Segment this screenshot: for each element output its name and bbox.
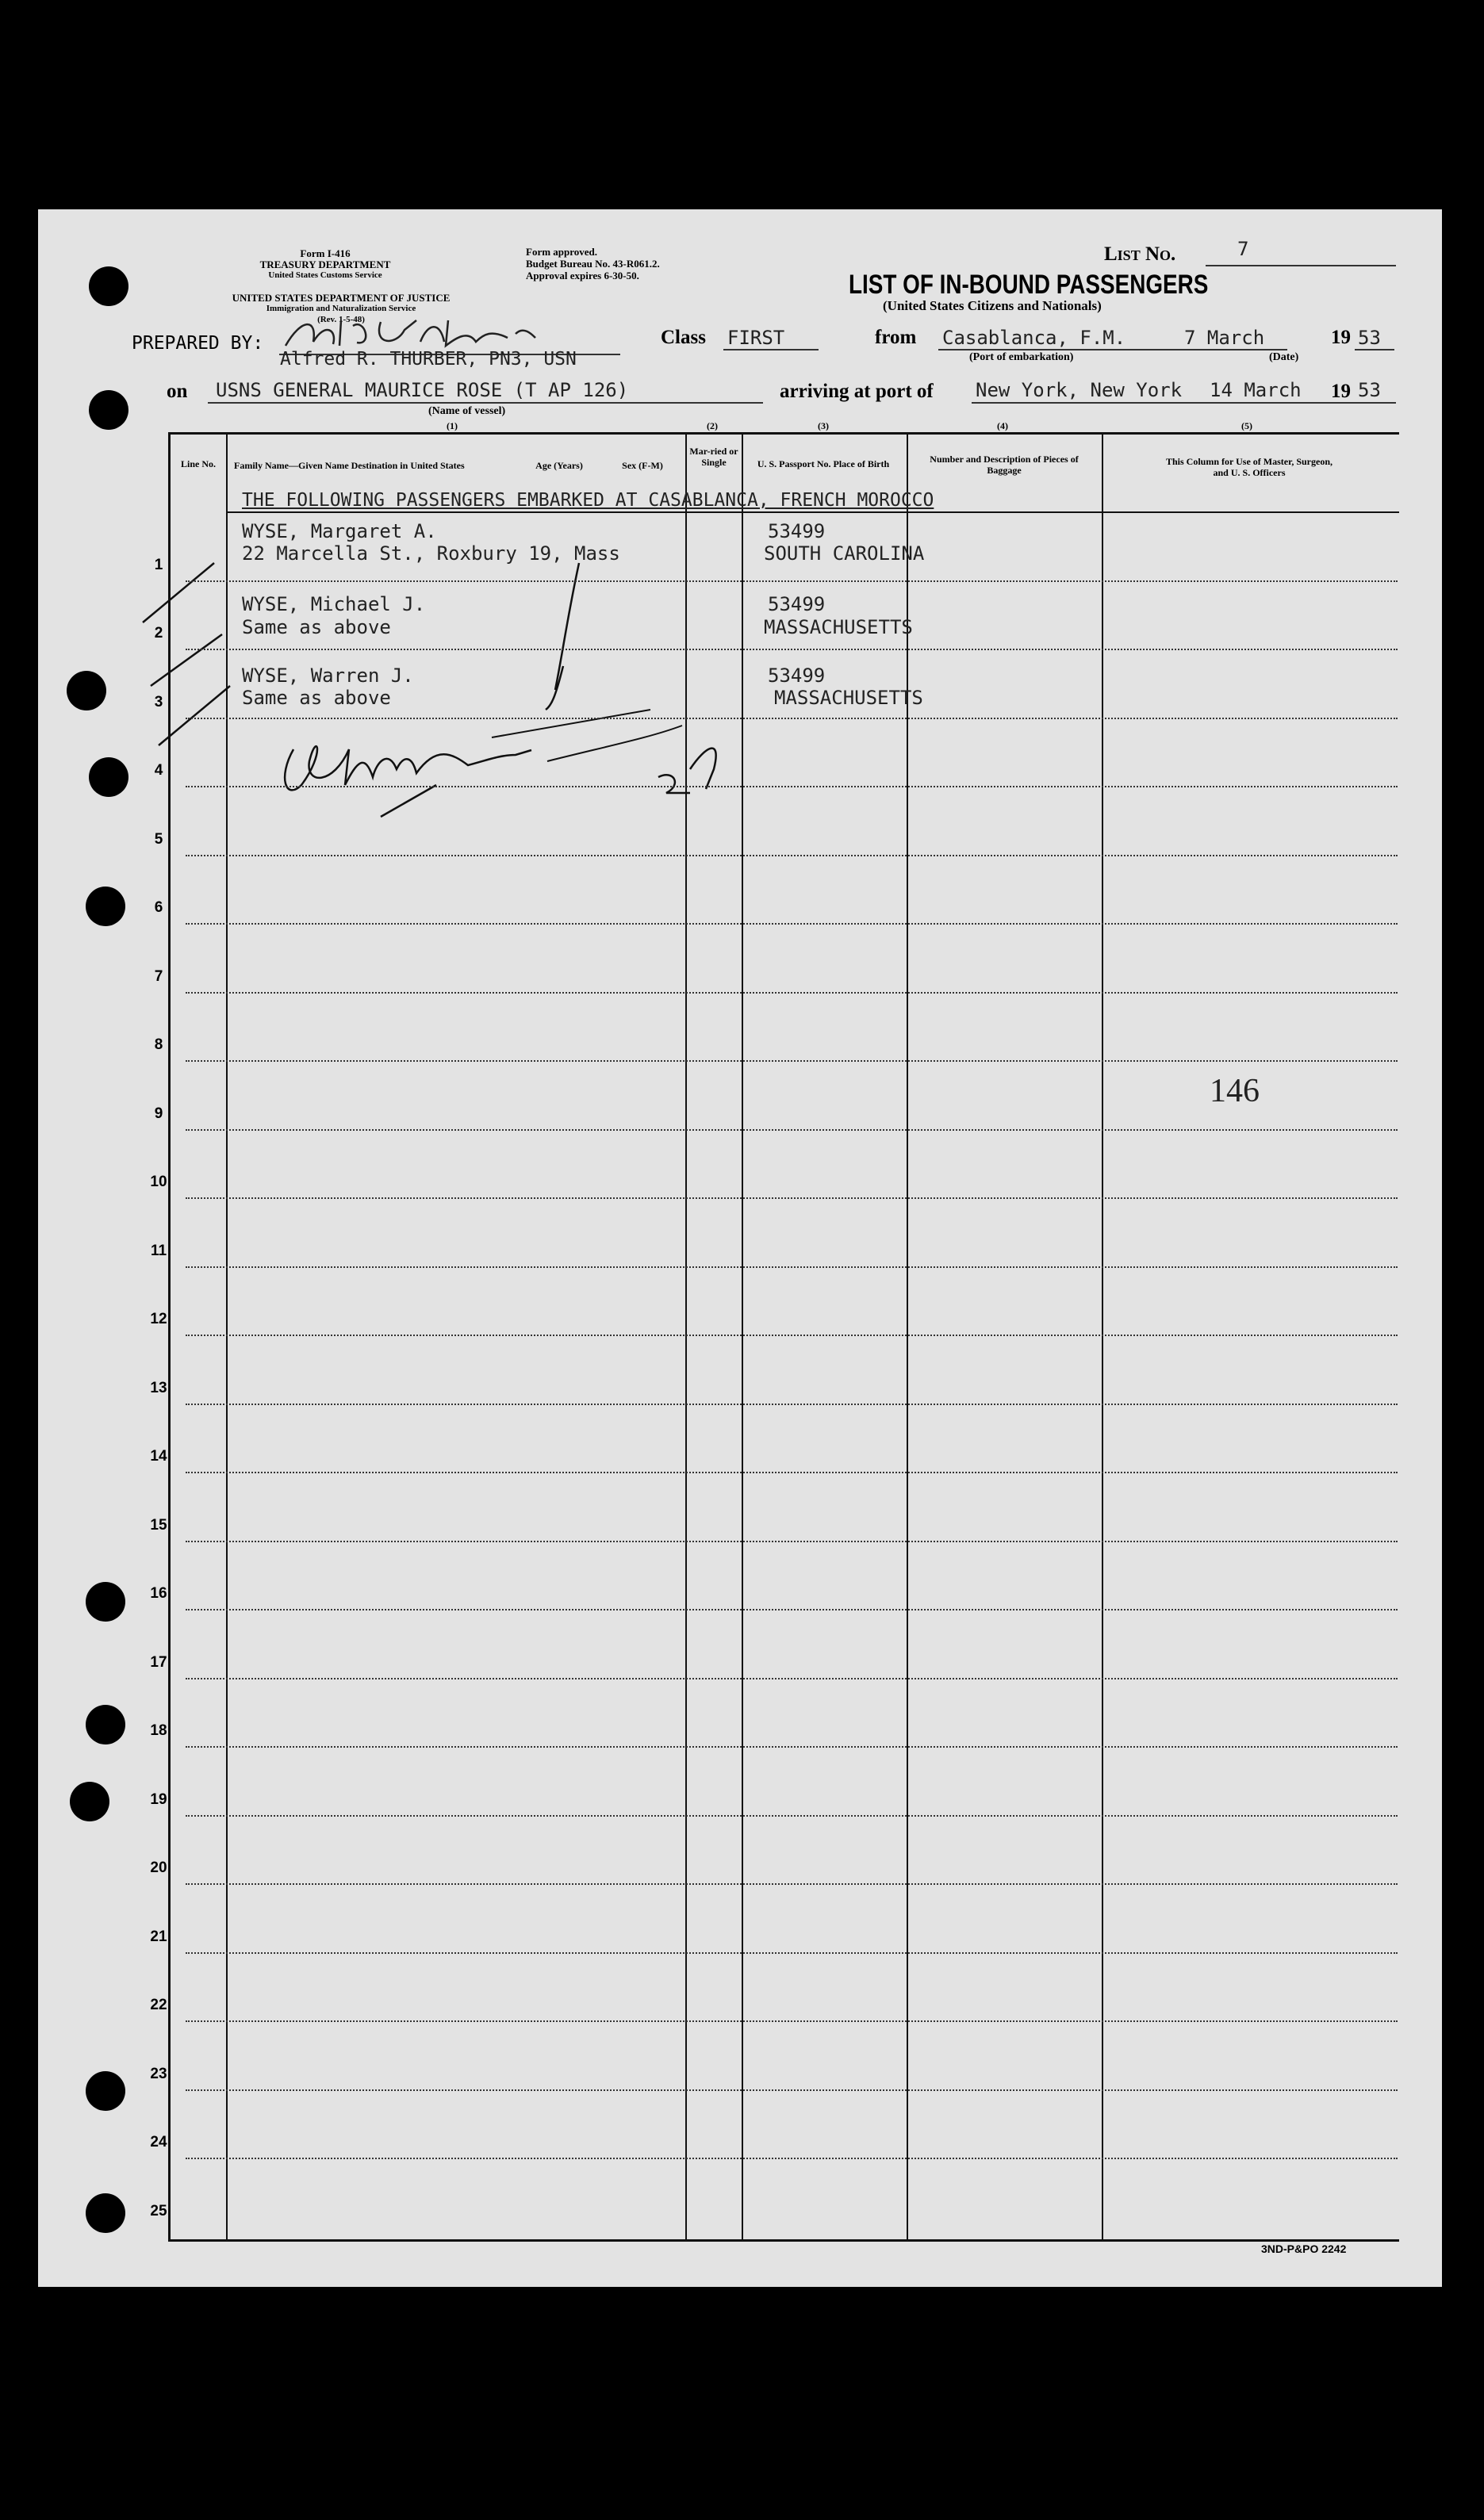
row-number: 23	[150, 2065, 167, 2082]
col-header-sex: Sex (F-M)	[622, 460, 663, 471]
row-number: 13	[150, 1379, 167, 1396]
row-divider	[186, 1266, 1398, 1268]
preparer-name: Alfred R. THURBER, PN3, USN	[280, 349, 577, 370]
row-divider	[186, 1815, 1398, 1817]
row-number: 16	[150, 1585, 167, 1602]
passenger-1-passport: 53499	[768, 520, 826, 542]
arriving-label: arriving at port of	[780, 381, 934, 402]
row-number: 5	[154, 830, 163, 848]
row-number: 8	[154, 1036, 163, 1053]
punch-hole	[89, 266, 128, 306]
row-number: 15	[150, 1516, 167, 1534]
passenger-1-destination: 22 Marcella St., Roxbury 19, Mass	[242, 542, 620, 565]
row-divider	[186, 855, 1398, 856]
row-number: 11	[150, 1242, 167, 1259]
passenger-3-passport: 53499	[768, 664, 826, 687]
row-divider	[186, 1404, 1398, 1405]
embark-year: 53	[1358, 327, 1381, 349]
stamp-number: 146	[1210, 1073, 1260, 1109]
department-of-justice: UNITED STATES DEPARTMENT OF JUSTICE	[232, 292, 451, 304]
row-number: 6	[154, 899, 163, 916]
budget-bureau: Budget Bureau No. 43-R061.2.	[526, 258, 660, 270]
passenger-2-passport: 53499	[768, 593, 826, 615]
col-header-age: Age (Years)	[535, 460, 583, 471]
row-divider	[186, 2158, 1398, 2159]
row-divider	[186, 2020, 1398, 2022]
form-number: Form I-416	[300, 247, 351, 259]
passenger-2-birthplace: MASSACHUSETTS	[764, 616, 913, 638]
port-of-embarkation: Casablanca, F.M.	[942, 327, 1126, 349]
row-number: 1	[154, 556, 163, 573]
passenger-2-destination: Same as above	[242, 616, 391, 638]
row-number: 21	[150, 1928, 167, 1945]
row-divider	[186, 1129, 1398, 1131]
approval-expires: Approval expires 6-30-50.	[526, 270, 639, 281]
row-number: 9	[154, 1105, 163, 1122]
row-divider	[186, 786, 1398, 787]
row-divider	[186, 580, 1398, 582]
row-number: 4	[154, 762, 163, 779]
on-label: on	[167, 381, 188, 402]
class-value: FIRST	[727, 327, 785, 349]
row-divider	[186, 1335, 1398, 1336]
vessel-caption: (Name of vessel)	[428, 405, 506, 417]
embark-date: 7 March	[1184, 327, 1265, 349]
row-number: 7	[154, 967, 163, 985]
row-number: 20	[150, 1859, 167, 1876]
col-num-5: (5)	[1241, 420, 1252, 431]
row-divider	[186, 649, 1398, 650]
col-header-baggage: Number and Description of Pieces of Baggage	[930, 454, 1079, 476]
passenger-3-birthplace: MASSACHUSETTS	[774, 687, 923, 709]
passenger-2-name: WYSE, Michael J.	[242, 593, 426, 615]
handwritten-marks	[135, 547, 769, 825]
passenger-3-name: WYSE, Warren J.	[242, 664, 414, 687]
row-divider	[186, 1472, 1398, 1473]
list-no-value: 7	[1237, 238, 1249, 260]
ins-service: Immigration and Naturalization Service	[266, 304, 416, 313]
row-divider	[186, 1883, 1398, 1885]
embarkation-note: THE FOLLOWING PASSENGERS EMBARKED AT CASABLANCA, FRENCH MOROCCO	[242, 490, 934, 511]
punch-hole	[86, 2071, 125, 2111]
col-num-4: (4)	[997, 420, 1008, 431]
punch-hole	[86, 1582, 125, 1622]
arrival-date: 14 March	[1210, 379, 1302, 401]
revision-date: (Rev. 1-5-48)	[317, 315, 365, 324]
form-approved: Form approved.	[526, 246, 598, 258]
col-header-officers: This Column for Use of Master, Surgeon, and U. S. Officers	[1166, 456, 1333, 478]
row-divider	[186, 1060, 1398, 1062]
row-divider	[186, 1609, 1398, 1610]
vessel-name: USNS GENERAL MAURICE ROSE (T AP 126)	[216, 379, 629, 401]
punch-hole	[70, 1782, 109, 1821]
row-divider	[186, 718, 1398, 719]
row-number: 18	[150, 1722, 167, 1739]
year-prefix: 19	[1331, 327, 1351, 348]
row-number: 2	[154, 625, 163, 641]
row-number: 22	[150, 1997, 167, 2013]
row-number: 14	[150, 1448, 167, 1465]
preparer-signature	[278, 314, 539, 354]
row-number: 24	[150, 2134, 167, 2150]
row-number: 10	[150, 1174, 167, 1190]
year-prefix-2: 19	[1331, 381, 1351, 402]
date-caption: (Date)	[1269, 351, 1299, 363]
row-divider	[186, 1952, 1398, 1954]
prepared-by-label: PREPARED BY:	[132, 333, 264, 354]
punch-hole	[89, 390, 128, 430]
row-divider	[186, 2089, 1398, 2091]
row-divider	[186, 1678, 1398, 1679]
class-label: Class	[661, 327, 706, 348]
col-num-2: (2)	[707, 420, 718, 431]
customs-service: United States Customs Service	[268, 270, 382, 280]
list-no-label: List No.	[1104, 243, 1176, 265]
port-caption: (Port of embarkation)	[969, 351, 1074, 363]
row-number: 17	[150, 1653, 167, 1671]
footer-code: 3ND-P&PO 2242	[1261, 2242, 1347, 2255]
punch-hole	[67, 671, 106, 710]
arrival-year: 53	[1358, 379, 1381, 401]
col-header-line: Line No.	[180, 458, 216, 469]
treasury-department: TREASURY DEPARTMENT	[259, 259, 391, 270]
row-divider	[186, 1541, 1398, 1542]
page-subtitle: (United States Citizens and Nationals)	[883, 298, 1102, 313]
row-number: 19	[150, 1790, 167, 1808]
passenger-3-destination: Same as above	[242, 687, 391, 709]
col-header-passport: U. S. Passport No. Place of Birth	[757, 458, 890, 469]
from-label: from	[875, 327, 917, 348]
passenger-1-birthplace: SOUTH CAROLINA	[764, 542, 925, 565]
col-header-name: Family Name—Given Name Destination in United States	[234, 460, 465, 471]
col-num-3: (3)	[818, 420, 829, 431]
col-header-married: Mar-ried or Single	[689, 446, 738, 468]
punch-hole	[86, 887, 125, 926]
row-divider	[186, 923, 1398, 925]
row-number: 25	[150, 2202, 167, 2219]
row-number: 12	[150, 1311, 167, 1327]
row-divider	[186, 1197, 1398, 1199]
passenger-1-name: WYSE, Margaret A.	[242, 520, 437, 542]
punch-hole	[89, 757, 128, 797]
row-number: 3	[154, 693, 163, 710]
col-num-1: (1)	[447, 420, 458, 431]
row-divider	[186, 1746, 1398, 1748]
punch-hole	[86, 1705, 125, 1744]
punch-hole	[86, 2193, 125, 2233]
page-title: LIST OF IN-BOUND PASSENGERS	[849, 270, 1209, 300]
row-divider	[186, 992, 1398, 994]
arrival-port: New York, New York	[976, 379, 1183, 401]
